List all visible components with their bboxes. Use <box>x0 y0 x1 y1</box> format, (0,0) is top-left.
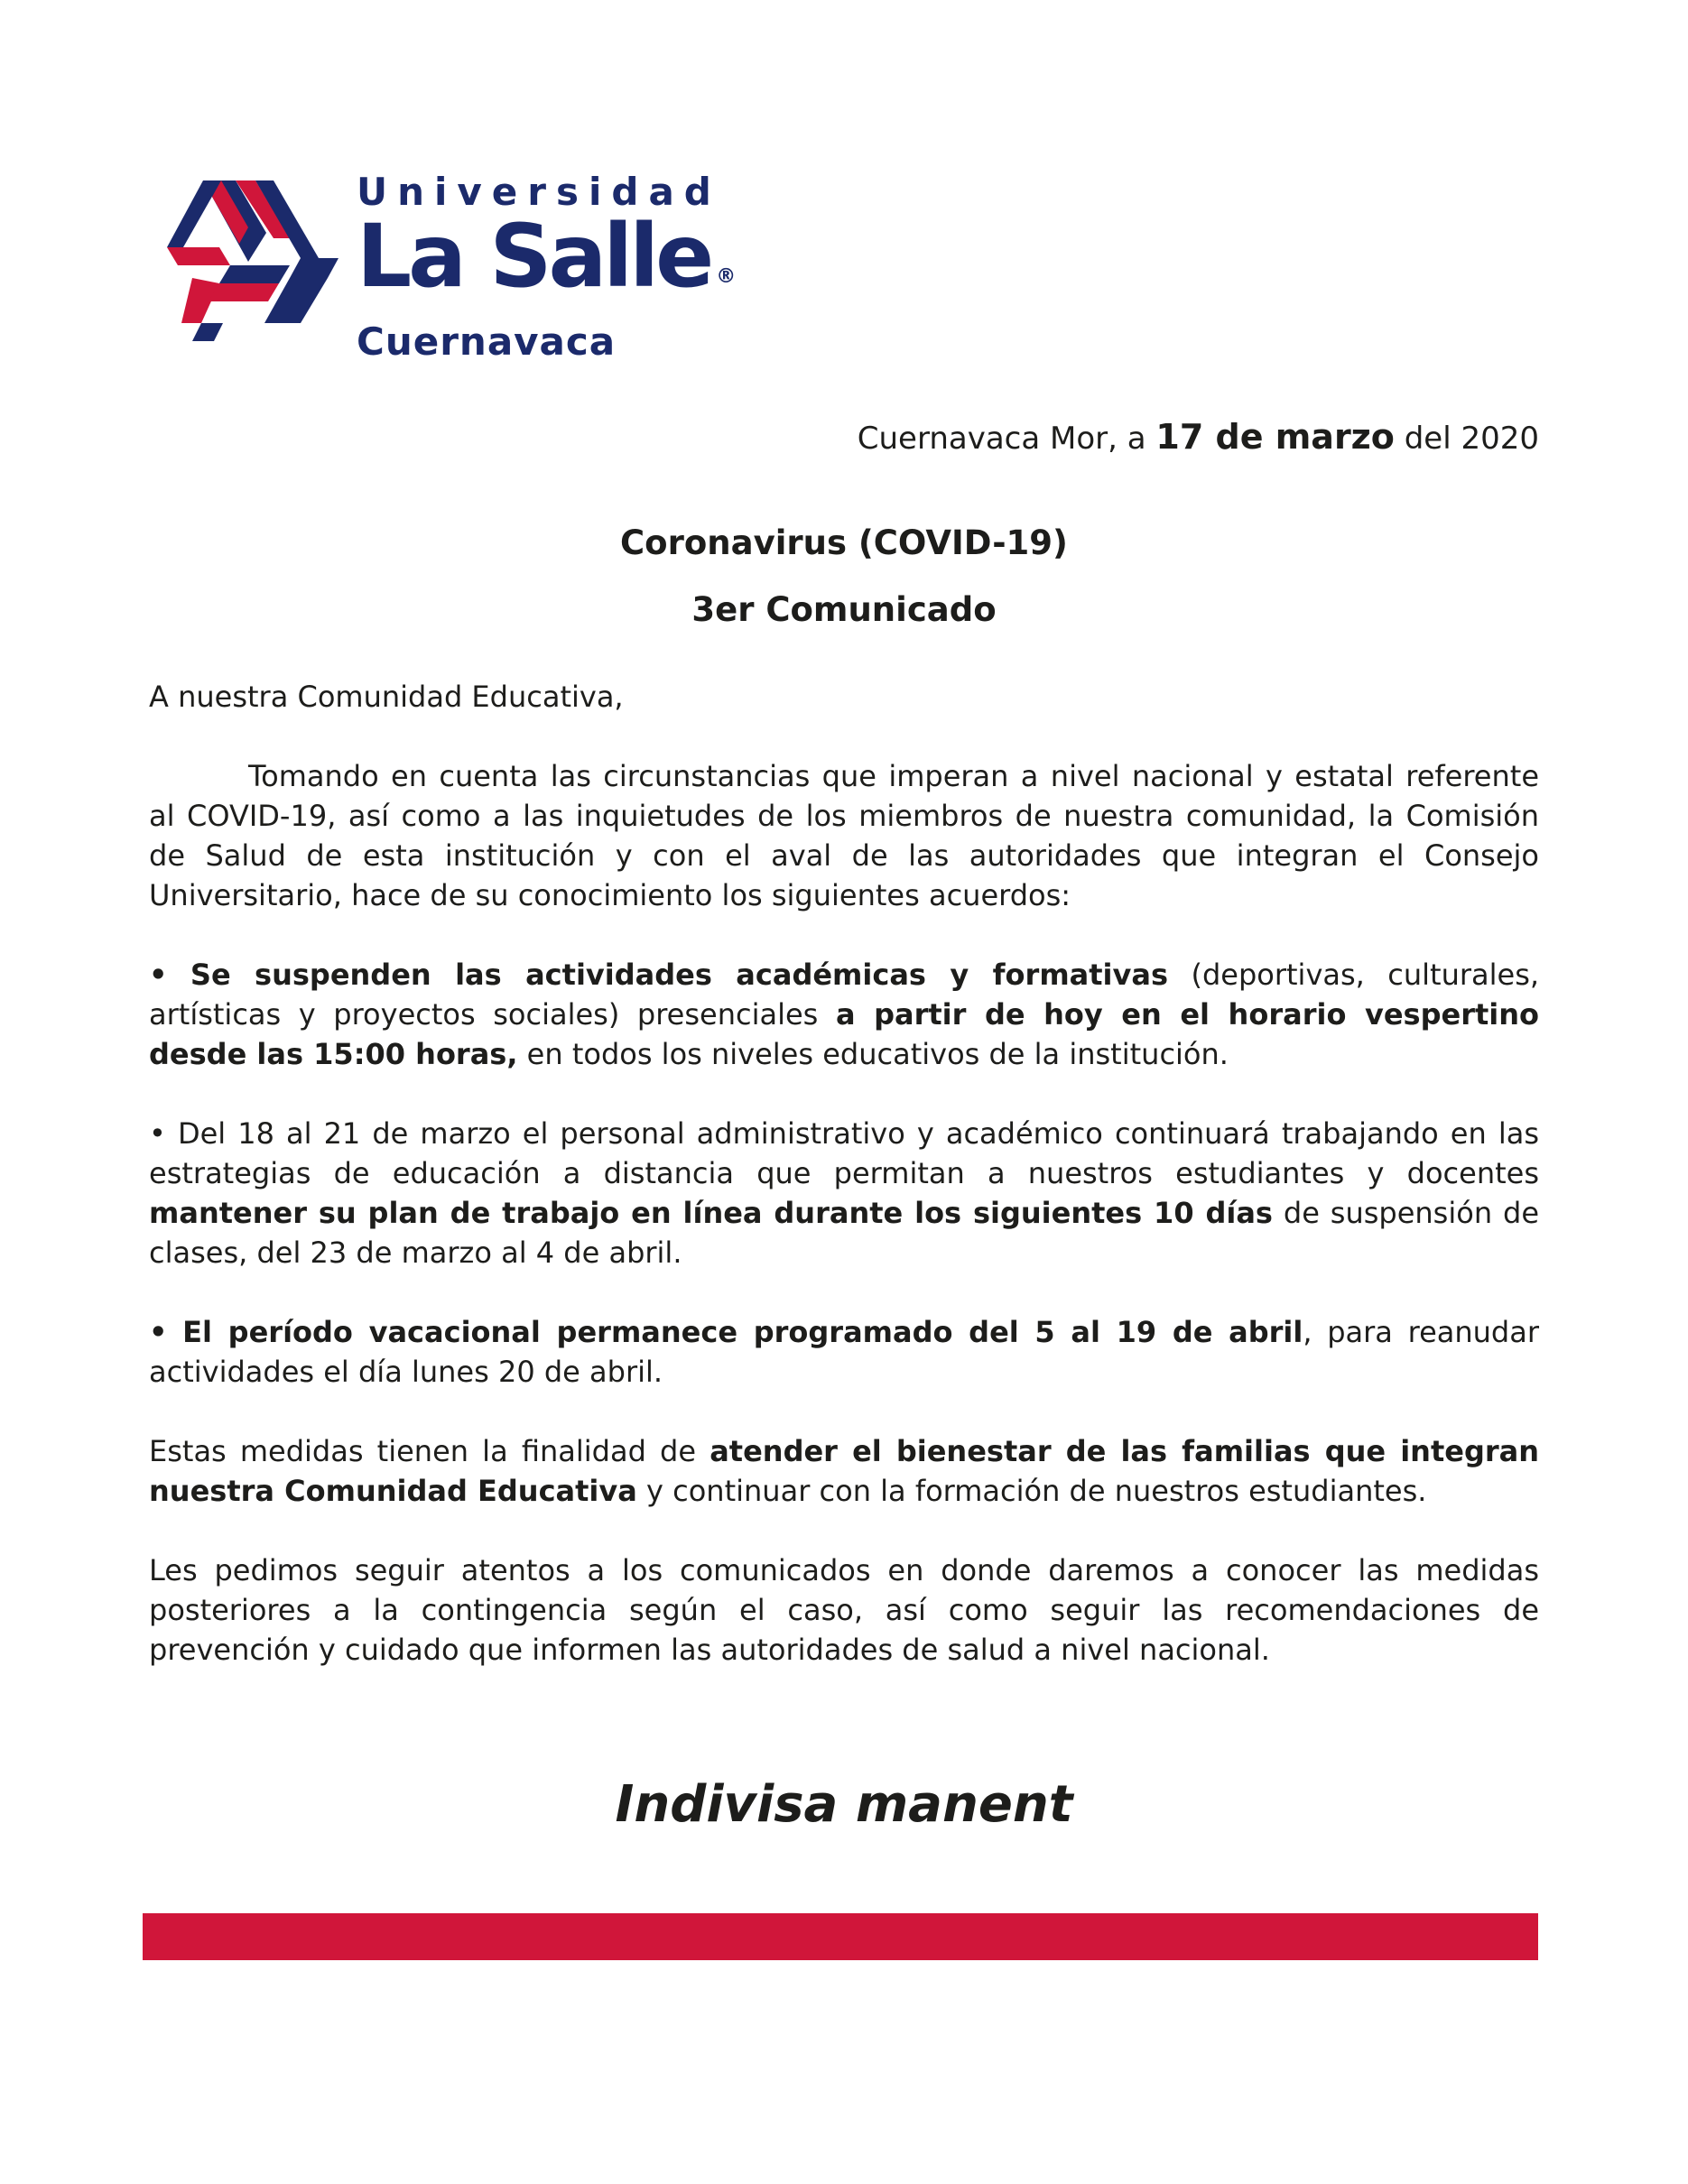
bullet-marker: • <box>149 1315 168 1349</box>
date-prefix: Cuernavaca Mor, a <box>857 421 1146 457</box>
bullet-vacation <box>149 1312 1539 1392</box>
motto: Indivisa manent <box>615 1775 1073 1834</box>
page-subtitle: 3er Comunicado <box>691 590 997 629</box>
logo-universidad: Universidad <box>357 170 721 214</box>
date-bold: 17 de marzo <box>1155 417 1395 457</box>
bullet2-text-a: Del 18 al 21 de marzo el personal administrativo y académico continuará trabajando en las estrategias de educación a distancia que permitan a nuestros estudiantes y docentes <box>149 1116 1539 1190</box>
footer-red-bar <box>143 1913 1538 1960</box>
closing1-text-b: y continuar con la formación de nuestros estudiantes. <box>646 1474 1427 1508</box>
la-salle-star-emblem <box>165 171 346 343</box>
bullet-marker: • <box>149 1116 166 1151</box>
closing1-bold-a: atender el bienestar de las familias que integran nuestra Comunidad Educativa <box>149 1434 1540 1508</box>
bullet1-bold-b: a partir de hoy en el horario vespertino desde las 15:00 horas, <box>149 997 1540 1071</box>
letter-body <box>149 677 1539 1709</box>
logo-wordmark <box>357 171 736 364</box>
university-logo <box>165 170 737 364</box>
bullet2-bold-a: mantener su plan de trabajo en línea durante los siguientes 10 días <box>149 1196 1273 1230</box>
logo-la-salle <box>357 206 737 320</box>
closing1-text-a: Estas medidas tienen la finalidad de <box>149 1434 697 1468</box>
bullet1-bold-a: Se suspenden las actividades académicas y formativas <box>190 958 1169 992</box>
closing-paragraph-1 <box>149 1431 1539 1511</box>
registered-mark: ® <box>716 265 737 288</box>
bullet2-text-b: de suspensión de clases, del 23 de marzo al 4 de abril. <box>149 1196 1540 1270</box>
greeting: A nuestra Comunidad Educativa, <box>149 680 624 714</box>
bullet1-text-b: en todos los niveles educativos de la institución. <box>526 1037 1229 1071</box>
logo-la-salle-text: La Salle <box>357 206 711 307</box>
closing-paragraph-2: Les pedimos seguir atentos a los comunicados en donde daremos a conocer las medidas posteriores a la contingencia según el caso, así como seguir las recomendaciones de prevención y cuidado que informen las autoridades de salud a nivel nacional. <box>149 1553 1539 1667</box>
page-title: Coronavirus (COVID-19) <box>620 523 1068 562</box>
bullet3-text-a: , para reanudar actividades el día lunes 20 de abril. <box>149 1315 1540 1389</box>
logo-cuernavaca: Cuernavaca <box>357 319 617 364</box>
bullet3-bold-a: El período vacacional permanece programado del 5 al 19 de abril <box>182 1315 1303 1349</box>
letter-titles <box>149 523 1539 630</box>
date-suffix: del 2020 <box>1404 421 1539 457</box>
intro-paragraph: Tomando en cuenta las circunstancias que imperan a nivel nacional y estatal referente al COVID-19, así como a las inquietudes de los miembros de nuestra comunidad, la Comisión de Salud de esta institución y con el aval de las autoridades que integran el Consejo Universitario, hace de su conocimiento los siguientes acuerdos: <box>149 759 1539 912</box>
bullet1-text-a: (deportivas, culturales, artísticas y proyectos sociales) presenciales <box>149 958 1540 1032</box>
bullet-suspension <box>149 955 1539 1074</box>
bullet-marker: • <box>149 958 168 992</box>
bullet-remote-work <box>149 1114 1539 1272</box>
letter-date <box>858 417 1539 457</box>
